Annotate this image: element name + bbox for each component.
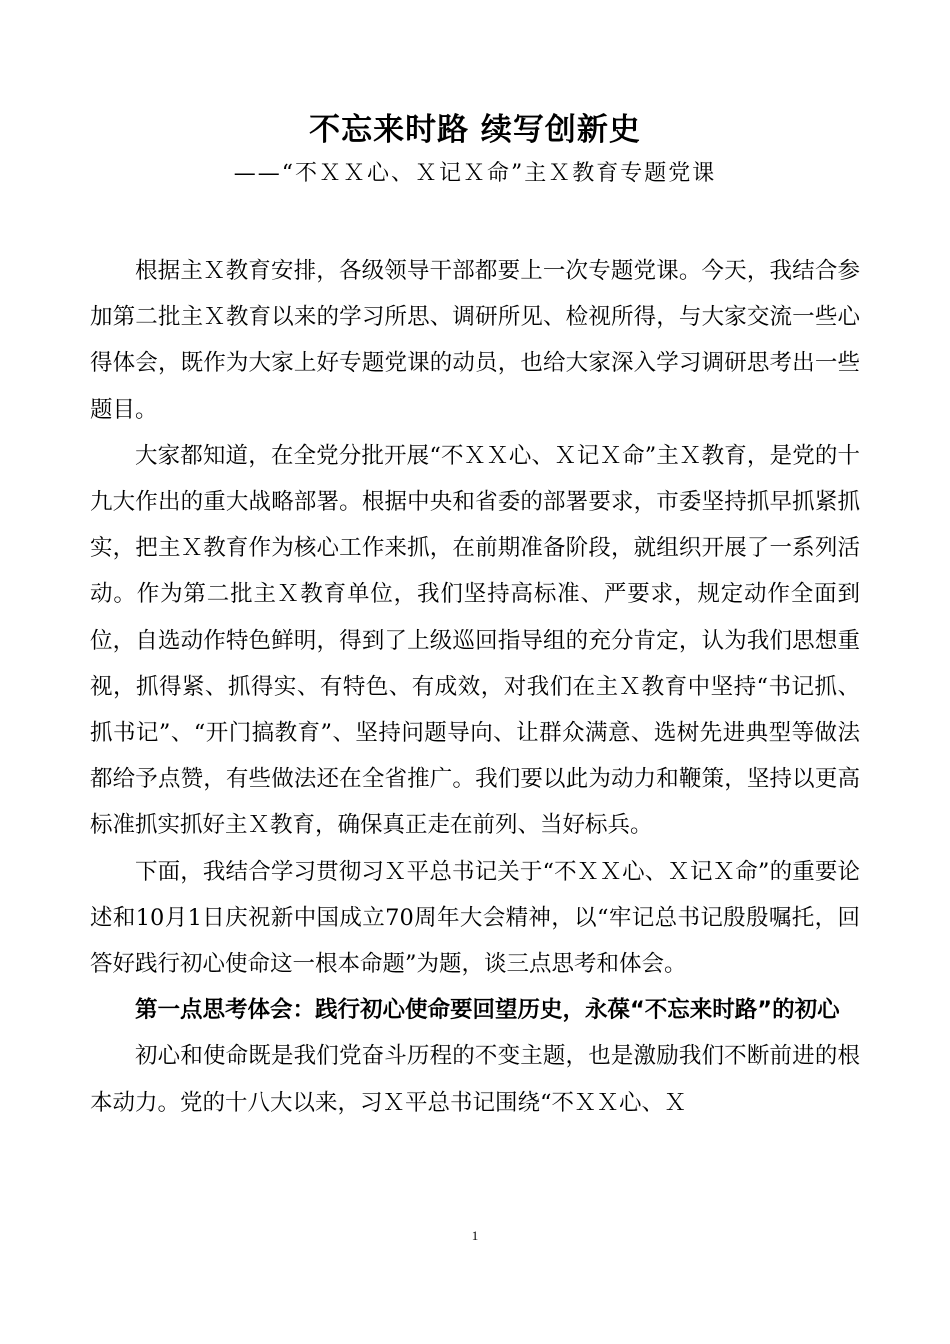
section-heading-1: 第一点思考体会：践行初心使命要回望历史，永葆“不忘来时路”的初心 [135,997,840,1024]
document-subtitle: ——“不ＸＸ心、Ｘ记Ｘ命”主Ｘ教育专题党课 [233,161,717,186]
document-body [90,248,860,1126]
page-number: 1 [471,1228,479,1243]
document-title: 不忘来时路 续写创新史 [309,112,641,148]
paragraph-3: 下面，我结合学习贯彻习Ｘ平总书记关于“不ＸＸ心、Ｘ记Ｘ命”的重要论述和10月1日庆祝新中国成立70周年大会精神，以“牢记总书记殷殷嘱托，回答好践行初心使命这一根本命题”为题，谈三点思考和体会。 [90,858,860,978]
paragraph-1: 根据主Ｘ教育安排，各级领导干部都要上一次专题党课。今天，我结合参加第二批主Ｘ教育以来的学习所思、调研所见、检视所得，与大家交流一些心得体会，既作为大家上好专题党课的动员，也给大家深入学习调研思考出一些题目。 [90,258,860,423]
paragraph-4: 初心和使命既是我们党奋斗历程的不变主题，也是激励我们不断前进的根本动力。党的十八大以来，习Ｘ平总书记围绕“不ＸＸ心、Ｘ [90,1043,860,1116]
paragraph-2: 大家都知道，在全党分批开展“不ＸＸ心、Ｘ记Ｘ命”主Ｘ教育，是党的十九大作出的重大战略部署。根据中央和省委的部署要求，市委坚持抓早抓紧抓实，把主Ｘ教育作为核心工作来抓，在前期准备阶段，就组织开展了一系列活动。作为第二批主Ｘ教育单位，我们坚持高标准、严要求，规定动作全面到位，自选动作特色鲜明，得到了上级巡回指导组的充分肯定，认为我们思想重视，抓得紧、抓得实、有特色、有成效，对我们在主Ｘ教育中坚持“书记抓、抓书记”、“开门搞教育”、坚持问题导向、让群众满意、选树先进典型等做法都给予点赞，有些做法还在全省推广。我们要以此为动力和鞭策，坚持以更高标准抓实抓好主Ｘ教育，确保真正走在前列、当好标兵。 [90,442,860,839]
